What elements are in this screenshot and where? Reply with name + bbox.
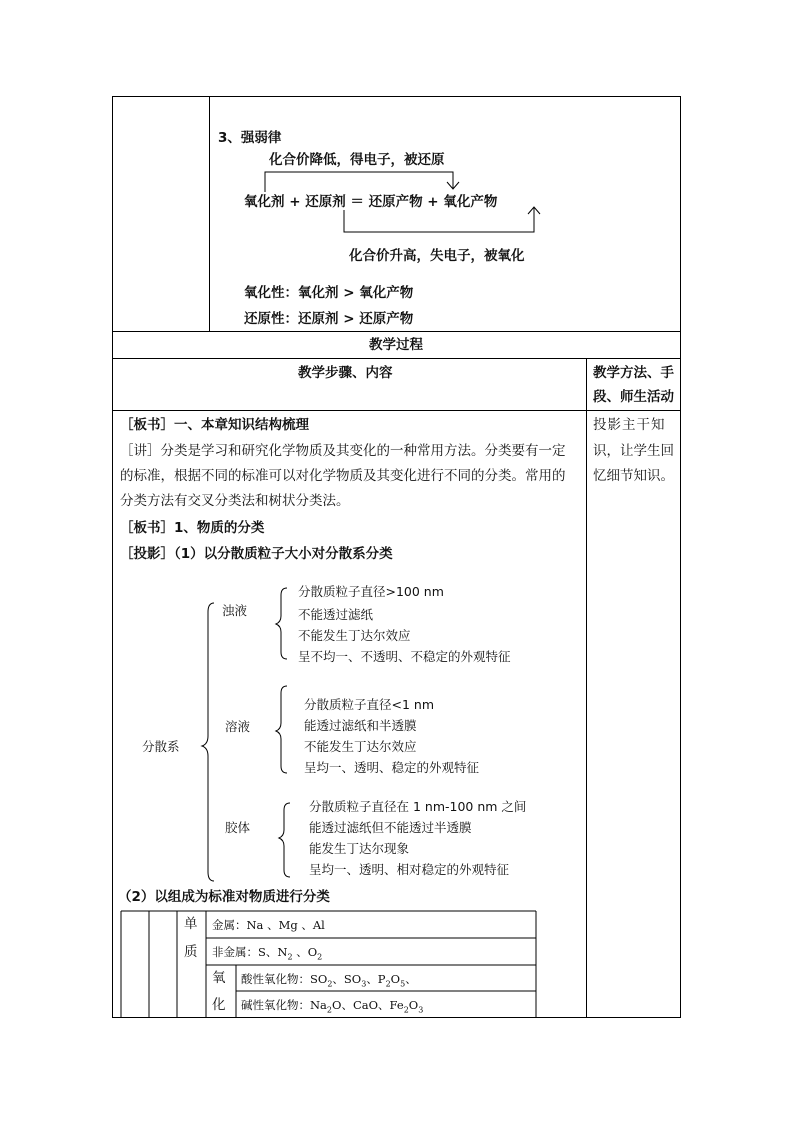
reduction-arrow [265, 172, 453, 192]
side-note-2: 识，让学生回 [593, 443, 674, 459]
reduction-label: 化合价降低，得电子，被还原 [269, 152, 445, 168]
metal-row: 金属：Na 、Mg 、Al [212, 918, 325, 932]
classification-title: （2）以组成为标准对物质进行分类 [118, 889, 330, 905]
side-note-3: 忆细节知识。 [593, 468, 674, 484]
solution-item: 分散质粒子直径<1 nm [304, 697, 434, 712]
oxide-label-1: 氧 [212, 970, 226, 986]
acidic-oxides-row: 酸性氧化物：$SO_2$、$SO_3$、$P_2O_5$、 [241, 972, 417, 989]
top-heading: 3、强弱律 [218, 130, 282, 146]
group-name-turbid: 浊液 [222, 603, 248, 618]
turbid-item: 不能发生丁达尔效应 [298, 628, 411, 643]
turbid-item: 不能透过滤纸 [298, 607, 374, 622]
colloid-item: 分散质粒子直径在 1 nm-100 nm 之间 [309, 799, 527, 814]
column-header-method-1: 教学方法、手 [593, 365, 674, 381]
solution-item: 不能发生丁达尔效应 [304, 739, 417, 754]
colloid-item: 呈均一、透明、相对稳定的外观特征 [309, 862, 510, 877]
colloid-item: 能透过滤纸但不能透过半透膜 [309, 820, 472, 835]
colloid-item: 能发生丁达尔现象 [309, 841, 410, 856]
turbid-item: 分散质粒子直径>100 nm [298, 584, 444, 599]
turbid-item: 呈不均一、不透明、不稳定的外观特征 [298, 649, 511, 664]
group-name-colloid: 胶体 [225, 820, 251, 835]
redox-equation: 氧化剂 + 还原剂 ＝ 还原产物 + 氧化产物 [244, 194, 498, 210]
elements-label-2: 质 [184, 944, 198, 960]
reducing-rule: 还原性：还原剂 > 还原产物 [244, 311, 414, 327]
basic-oxides-row: 碱性氧化物：$Na_2O$、CaO、$Fe_2O_3$ [241, 998, 424, 1015]
board-note-2: ［板书］1、物质的分类 [120, 520, 265, 536]
projection-note: ［投影］（1）以分散质粒子大小对分散系分类 [120, 546, 393, 562]
oxidizing-rule: 氧化性：氧化剂 > 氧化产物 [244, 285, 414, 301]
oxidation-arrow [344, 208, 534, 232]
solution-item: 呈均一、透明、稳定的外观特征 [304, 760, 480, 775]
lecture-line-2: 的标准，根据不同的标准可以对化学物质及其变化进行不同的分类。常用的 [120, 468, 566, 484]
board-note-1: ［板书］一、本章知识结构梳理 [120, 417, 309, 433]
column-header-method-2: 段、师生活动 [593, 389, 674, 405]
section-title: 教学过程 [369, 337, 423, 353]
group-name-solution: 溶液 [225, 719, 251, 734]
nonmetal-row: 非金属：S、$N_2$ 、$O_2$ [212, 945, 323, 962]
colloid-brace [279, 803, 290, 877]
lecture-line-1: ［讲］分类是学习和研究化学物质及其变化的一种常用方法。分类要有一定 [120, 443, 566, 459]
oxide-label-2: 化 [212, 997, 226, 1013]
oxidation-label: 化合价升高，失电子，被氧化 [349, 248, 525, 264]
solution-brace [276, 686, 287, 773]
dispersion-root: 分散系 [142, 739, 180, 754]
main-brace [202, 603, 214, 881]
turbid-brace [276, 588, 287, 659]
solution-item: 能透过滤纸和半透膜 [304, 718, 417, 733]
side-note-1: 投影主干知 [593, 417, 666, 433]
column-header-content: 教学步骤、内容 [298, 365, 393, 381]
lecture-line-3: 分类方法有交叉分类法和树状分类法。 [120, 493, 350, 509]
elements-label-1: 单 [184, 916, 198, 932]
